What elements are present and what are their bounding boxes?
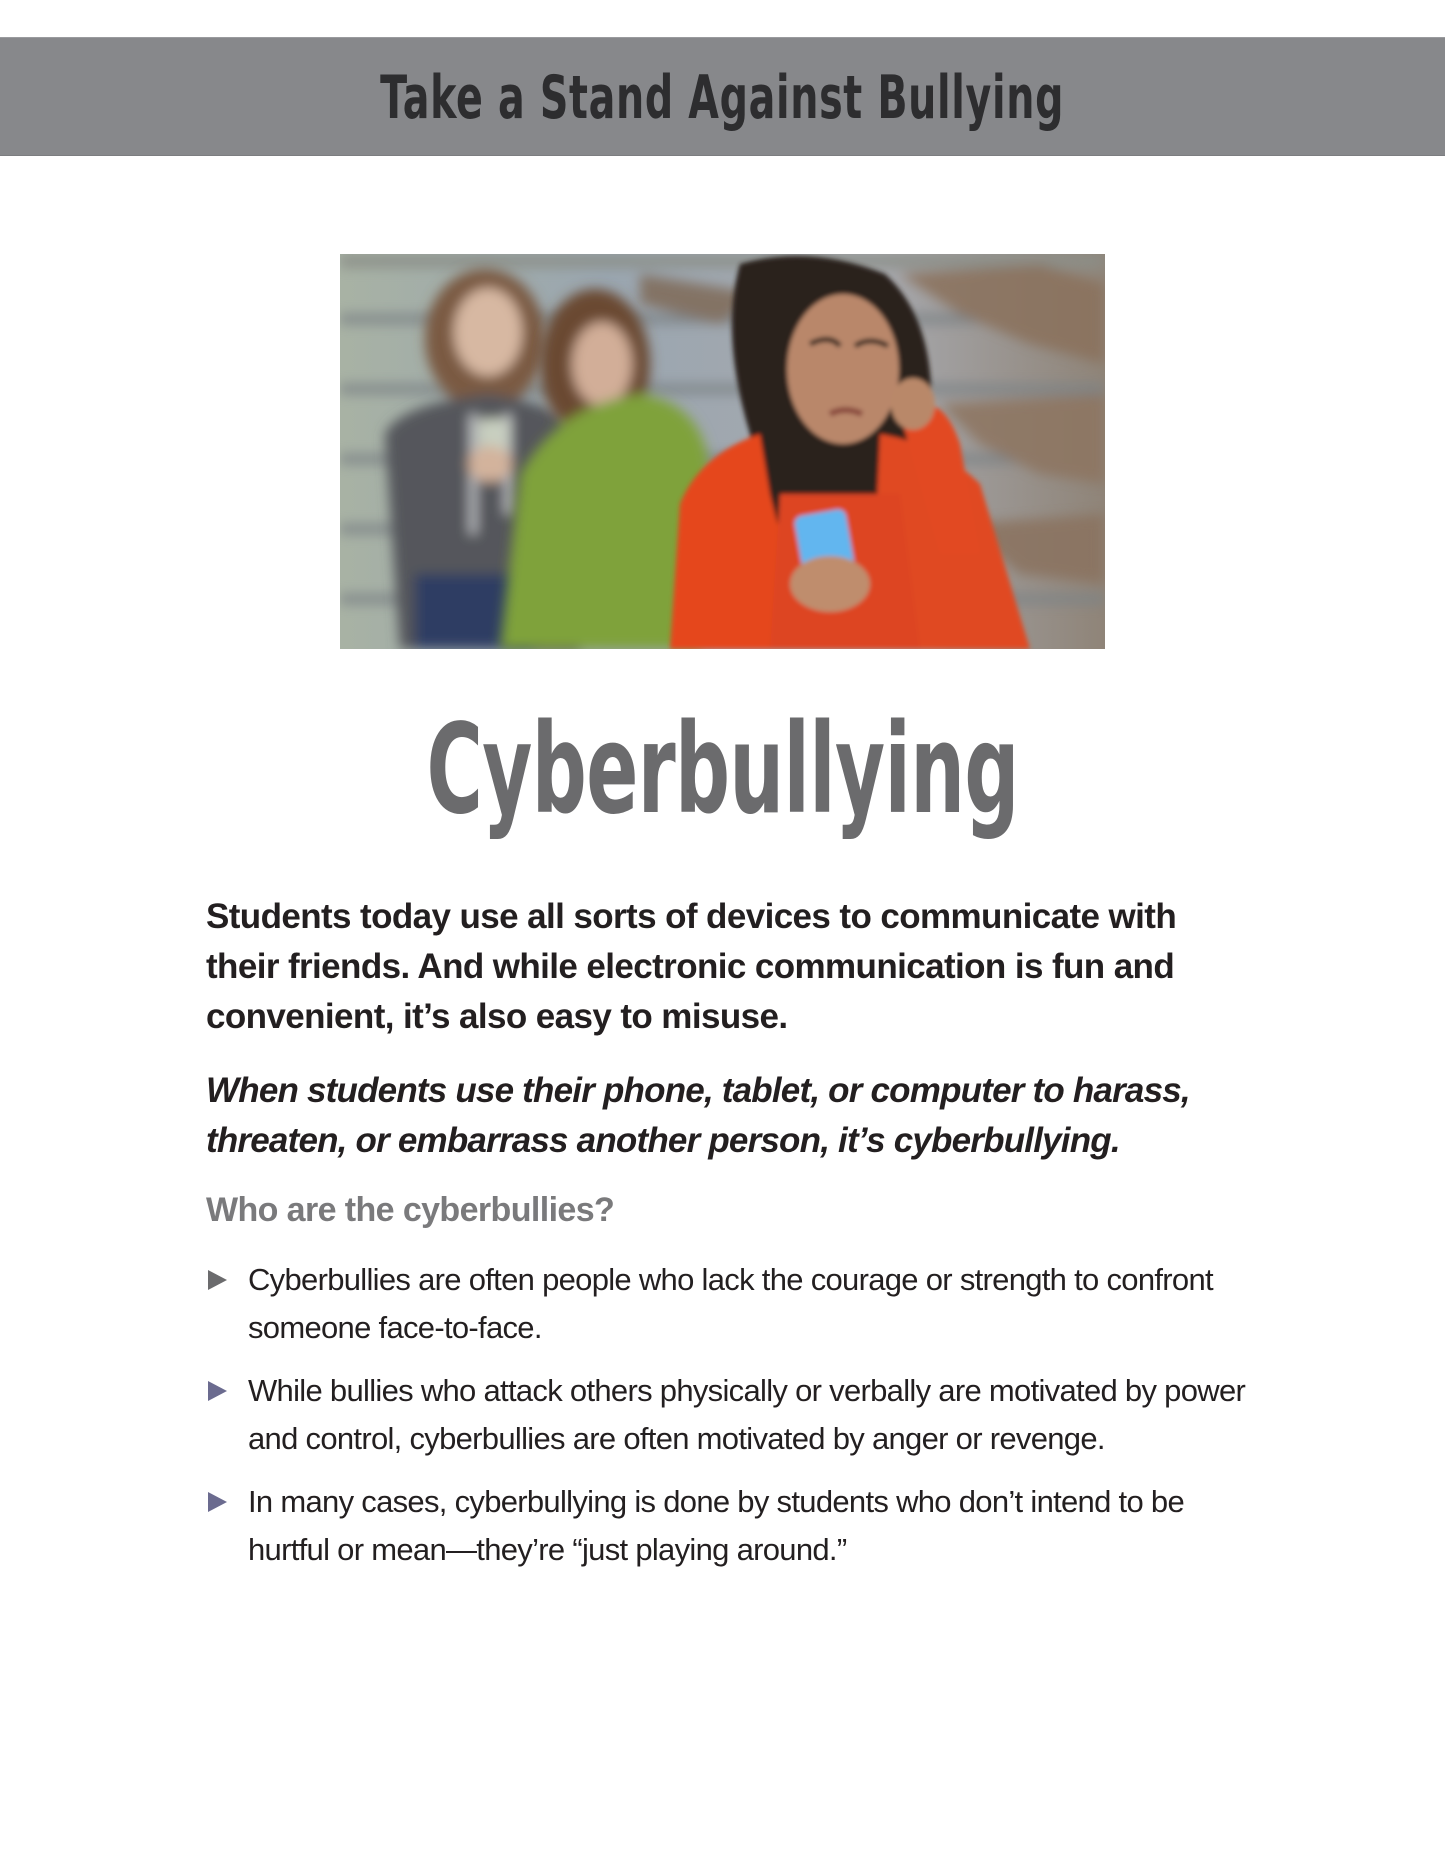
section-heading: Who are the cyberbullies? (206, 1191, 615, 1229)
list-item-text: While bullies who attack others physically or verbally are motivated by power and control, cyberbullies are often motivated by anger or revenge. (248, 1373, 1246, 1456)
page-title-text: Cyberbullying (426, 698, 1019, 842)
cyberbullying-photo (340, 254, 1105, 649)
list-item-text: In many cases, cyberbullying is done by students who don’t intend to be hurtful or mean—they’re “just playing around.” (248, 1484, 1185, 1567)
list-item (206, 1478, 1246, 1574)
list-item-text: Cyberbullies are often people who lack the courage or strength to confront someone face-to-face. (248, 1262, 1213, 1345)
triangle-right-icon (208, 1270, 227, 1290)
definition-paragraph: When students use their phone, tablet, or computer to harass, threaten, or embarrass another person, it’s cyberbullying. (206, 1071, 1190, 1160)
header-banner (0, 37, 1445, 156)
header-title: Take a Stand Against Bullying (380, 62, 1065, 133)
triangle-right-icon (208, 1492, 227, 1512)
list-item (206, 1256, 1246, 1352)
page-title (0, 700, 1445, 840)
article-body (206, 892, 1246, 1589)
triangle-right-icon (208, 1381, 227, 1401)
bullet-list (206, 1256, 1246, 1574)
intro-paragraph: Students today use all sorts of devices to communicate with their friends. And while electronic communication is fun and convenient, it’s also easy to misuse. (206, 897, 1177, 1036)
list-item (206, 1367, 1246, 1463)
